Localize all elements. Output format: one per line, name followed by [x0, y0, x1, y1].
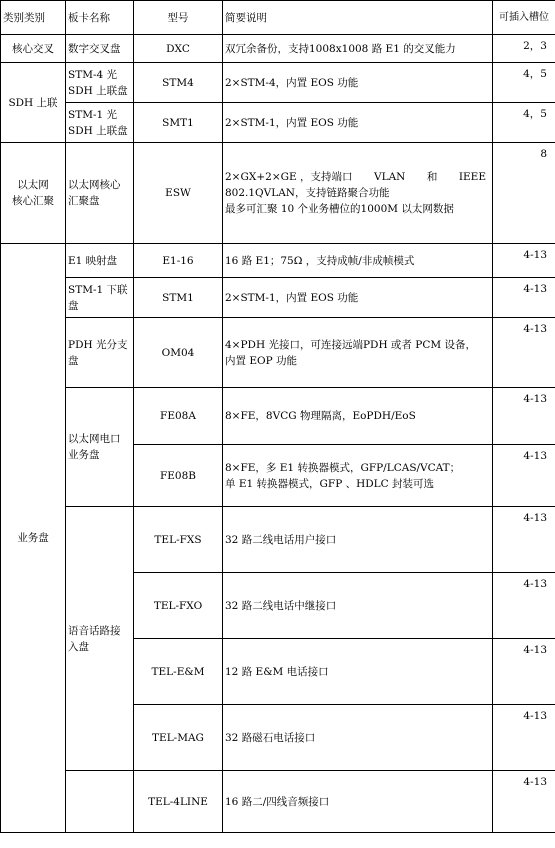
model-cell: STM4 — [134, 63, 223, 103]
category-line: 以太网 — [17, 179, 49, 191]
model-cell: FE08B — [134, 445, 223, 507]
description-line: 12 路 E&M 电话接口 — [225, 665, 329, 678]
description-line: 32 路磁石电话接口 — [225, 731, 316, 744]
model-cell: TEL-E&M — [134, 639, 223, 705]
board-name-cell — [66, 318, 134, 388]
table-row — [1, 318, 555, 388]
table-row — [1, 278, 555, 318]
category-cell: 核心交叉 — [1, 35, 66, 63]
description-part: VLAN — [374, 171, 406, 183]
model-cell: TEL-FXO — [134, 573, 223, 639]
slots-cell: 4-13 — [493, 705, 555, 771]
description-line: 2×STM-1，内置 EOS 功能 — [225, 116, 359, 129]
board-name-cell — [66, 103, 134, 143]
description-line: 32 路二线电话中继接口 — [225, 599, 337, 612]
slots-cell: 4-13 — [493, 507, 555, 573]
description-cell — [223, 35, 493, 63]
model-cell: E1-16 — [134, 244, 223, 278]
slots-cell: 4-13 — [493, 573, 555, 639]
slots-cell: 2，3 — [493, 35, 555, 63]
slots-cell: 4-13 — [493, 318, 555, 388]
description-line: 双冗余备份，支持1008x1008 路 E1 的交叉能力 — [225, 42, 456, 55]
description-cell — [223, 507, 493, 573]
board-name-line: 以太网电口 — [68, 433, 121, 445]
description-part: 2×GX+2×GE ，支持端口 — [225, 171, 353, 183]
board-name-line: SDH 上联盘 — [68, 124, 128, 137]
table-row — [1, 771, 555, 833]
description-cell — [223, 63, 493, 103]
description-cell — [223, 143, 493, 244]
table-row — [1, 103, 555, 143]
slots-cell: 4-13 — [493, 445, 555, 507]
description-cell — [223, 318, 493, 388]
model-cell: TEL-FXS — [134, 507, 223, 573]
category-line: 核心汇聚 — [12, 195, 54, 207]
slots-cell: 8 — [493, 143, 555, 244]
table-row — [1, 388, 555, 445]
board-name-cell — [66, 507, 134, 771]
board-name-cell — [66, 388, 134, 507]
description-line: 802.1QVLAN，支持链路聚合功能 — [225, 187, 390, 199]
header-model: 型号 — [134, 1, 223, 35]
header-row — [1, 1, 555, 35]
model-cell: OM04 — [134, 318, 223, 388]
board-name-line: 盘 — [68, 354, 79, 367]
board-name-line: STM-4 光 — [68, 68, 118, 81]
description-line — [225, 169, 490, 185]
description-line: 4×PDH 光接口，可连接远端PDH 或者 PCM 设备， — [225, 338, 476, 351]
description-line: 16 路 E1；75Ω ，支持成帧/非成帧模式 — [225, 254, 415, 267]
board-name-line: 汇聚盘 — [68, 195, 100, 207]
board-name-cell — [66, 771, 134, 833]
description-cell — [223, 103, 493, 143]
slots-cell: 4，5 — [493, 63, 555, 103]
board-name-cell: E1 映射盘 — [66, 244, 134, 278]
slots-cell: 4-13 — [493, 639, 555, 705]
board-name-line: STM-1 光 — [68, 108, 118, 121]
board-name-line: SDH 上联盘 — [68, 84, 128, 97]
description-line: 16 路二/四线音频接口 — [225, 795, 330, 808]
table-row — [1, 507, 555, 573]
board-name-line: 入盘 — [68, 640, 89, 653]
board-name-cell — [66, 143, 134, 244]
board-name-line: 盘 — [68, 299, 79, 312]
model-cell: TEL-MAG — [134, 705, 223, 771]
table-row — [1, 143, 555, 244]
description-part: IEEE — [458, 171, 486, 183]
description-line: 32 路二线电话用户接口 — [225, 533, 337, 546]
description-cell — [223, 244, 493, 278]
model-cell: FE08A — [134, 388, 223, 445]
category-cell: 业务盘 — [1, 244, 66, 833]
board-name-line: PDH 光分支 — [68, 338, 128, 351]
board-name-line: 业务盘 — [68, 449, 100, 461]
description-cell — [223, 705, 493, 771]
board-name-line: STM-1 下联 — [68, 283, 128, 296]
description-cell — [223, 388, 493, 445]
description-cell — [223, 771, 493, 833]
model-cell: STM1 — [134, 278, 223, 318]
description-line: 2×STM-4，内置 EOS 功能 — [225, 76, 359, 89]
model-cell: SMT1 — [134, 103, 223, 143]
board-name-line: 语音话路接 — [68, 624, 121, 637]
board-name-line: 以太网核心 — [68, 179, 121, 191]
description-line: 单 E1 转换器模式，GFP 、HDLC 封装可选 — [225, 477, 435, 490]
model-cell: TEL-4LINE — [134, 771, 223, 833]
description-cell — [223, 445, 493, 507]
model-cell: ESW — [134, 143, 223, 244]
header-category: 类别类别 — [1, 1, 66, 35]
slots-cell: 4-13 — [493, 278, 555, 318]
table-row — [1, 63, 555, 103]
description-line: 8×FE，8VCG 物理隔离，EoPDH/EoS — [225, 410, 416, 422]
slots-cell: 4-13 — [493, 771, 555, 833]
description-line: 8×FE，多 E1 转换器模式，GFP/LCAS/VCAT； — [225, 461, 461, 474]
description-line: 最多可汇聚 10 个业务槽位的1000M 以太网数据 — [225, 203, 454, 215]
header-description: 简要说明 — [223, 1, 493, 35]
category-cell: SDH 上联 — [1, 63, 66, 143]
header-slots: 可插入槽位 — [493, 1, 555, 35]
table-row — [1, 35, 555, 63]
model-cell: DXC — [134, 35, 223, 63]
table-row — [1, 244, 555, 278]
description-line: 2×STM-1，内置 EOS 功能 — [225, 291, 359, 304]
description-line: 内置 EOP 功能 — [225, 354, 298, 367]
description-part: 和 — [426, 171, 438, 183]
description-cell — [223, 278, 493, 318]
board-name-cell: 数字交叉盘 — [66, 35, 134, 63]
category-cell — [1, 143, 66, 244]
board-name-cell — [66, 278, 134, 318]
slots-cell: 4-13 — [493, 244, 555, 278]
slots-cell: 4，5 — [493, 103, 555, 143]
description-cell — [223, 639, 493, 705]
slots-cell: 4-13 — [493, 388, 555, 445]
board-name-cell — [66, 63, 134, 103]
header-board-name: 板卡名称 — [66, 1, 134, 35]
description-cell — [223, 573, 493, 639]
